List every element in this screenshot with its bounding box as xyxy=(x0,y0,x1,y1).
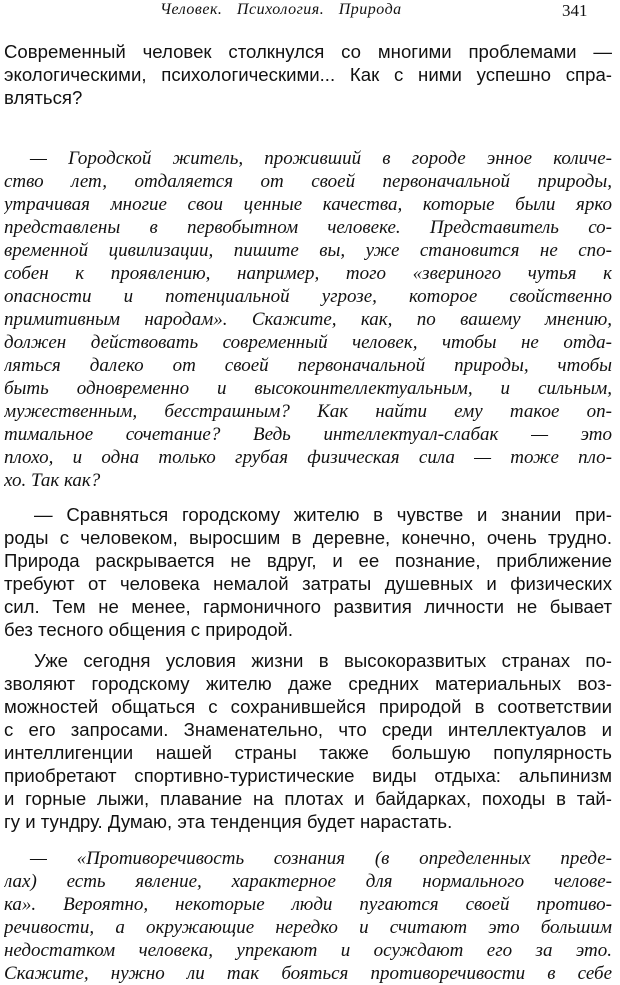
text-line: вляться? xyxy=(4,87,83,108)
text-line: гу и тундру. Думаю, эта тенденция будет нарастать. xyxy=(4,811,453,832)
page-header xyxy=(0,0,620,24)
text-line: без тесного общения с природой. xyxy=(4,619,294,640)
paragraph-gap xyxy=(4,833,612,847)
italic-question-paragraph xyxy=(4,847,612,985)
text-line: и горные лыжи, плавание на плотах и байдарках, походы в тай- xyxy=(4,788,612,809)
text-line: зволяют городскому жителю даже средних материальных воз- xyxy=(4,673,612,694)
text-line: с его запросами. Знаменательно, что среди интеллектуалов и xyxy=(4,719,612,740)
text-line: плохо, и одна только грубая физическая сила — тоже пло- xyxy=(4,447,612,468)
text-line: должен действовать современный человек, чтобы не отда- xyxy=(4,332,612,353)
text-line: экологическими, психологическими... Как с ними успешно спра- xyxy=(4,64,612,85)
text-line: временной цивилизации, пишите вы, уже становится не спо- xyxy=(4,240,612,261)
text-line: приобретают спортивно-туристические виды отдыха: альпинизм xyxy=(4,765,612,786)
text-line: примитивным народам». Скажите, как, по вашему мнению, xyxy=(4,309,612,330)
text-line: — Городской житель, проживший в городе энное количе- xyxy=(30,148,612,169)
page-number: 341 xyxy=(562,1,588,20)
question-paragraph xyxy=(4,40,612,109)
answer-paragraph xyxy=(4,649,612,833)
text-line: ляться далеко от своей первоначальной природы, чтобы xyxy=(4,355,612,376)
text-line: Современный человек столкнулся со многими проблемами — xyxy=(4,41,612,62)
text-line: быть одновременно и высокоинтеллектуальным, и сильным, xyxy=(4,378,612,399)
text-line: — Сравняться городскому жителю в чувстве и знании при- xyxy=(34,504,612,525)
text-line: тимальное сочетание? Ведь интеллектуал-слабак — это xyxy=(4,424,612,445)
paragraph-gap xyxy=(4,492,612,503)
text-line: ка». Вероятно, некоторые люди пугаются своей противо- xyxy=(4,894,612,915)
text-line: лах) есть явление, характерное для нормального челове- xyxy=(4,871,612,892)
text-line: Скажите, нужно ли так бояться противоречивости в себе xyxy=(4,963,612,984)
text-line: мужественным, бесстрашным? Как найти ему такое оп- xyxy=(4,401,612,422)
running-head: Человек. Психология. Природа xyxy=(160,1,402,18)
text-line: интеллигенции нашей страны также большую популярность xyxy=(4,742,612,763)
text-line: сил. Тем не менее, гармоничного развития личности не бывает xyxy=(4,596,612,617)
text-line: недостатком человека, упрекают и осуждают его за это. xyxy=(4,940,612,961)
text-line: требуют от человека немалой затраты душевных и физических xyxy=(4,573,612,594)
answer-paragraph xyxy=(4,503,612,641)
text-line: Природа раскрывается не вдруг, и ее познание, приближение xyxy=(4,550,612,571)
paragraph-gap xyxy=(4,641,612,649)
text-line: — «Противоречивость сознания (в определенных преде- xyxy=(30,848,612,869)
text-line: ство лет, отдаляется от своей первоначальной природы, xyxy=(4,171,612,192)
text-line: Уже сегодня условия жизни в высокоразвитых странах по- xyxy=(34,650,612,671)
text-line: можностей общаться с сохранившейся природой в соответствии xyxy=(4,696,612,717)
text-line: опасности и потенциальной угрозе, которое свойственно xyxy=(4,286,612,307)
text-line: речивости, а окружающие нередко и считают это большим xyxy=(4,917,612,938)
page-body xyxy=(4,40,612,985)
text-line: хо. Так как? xyxy=(4,470,101,491)
paragraph-gap xyxy=(4,109,612,147)
text-line: роды с человеком, выросшим в деревне, конечно, очень трудно. xyxy=(4,527,612,548)
italic-question-paragraph xyxy=(4,147,612,492)
text-line: собен к проявлению, например, того «звериного чутья к xyxy=(4,263,612,284)
text-line: утрачивая многие свои ценные качества, которые были ярко xyxy=(4,194,612,215)
text-line: представлены в первобытном человеке. Представитель со- xyxy=(4,217,612,238)
